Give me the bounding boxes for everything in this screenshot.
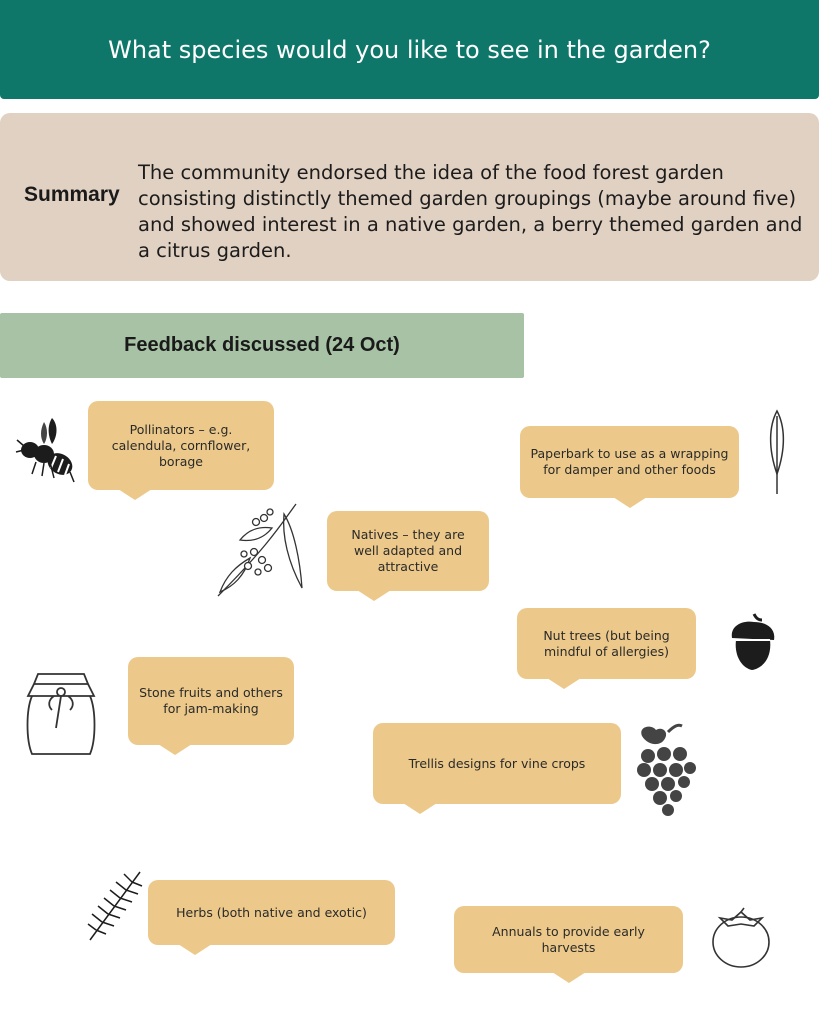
grapes-icon [634, 722, 698, 816]
feedback-bubble-paperbark: Paperbark to use as a wrapping for damper and other foods [520, 426, 739, 498]
feedback-bubble-annuals: Annuals to provide early harvests [454, 906, 683, 973]
tomato-icon [708, 906, 774, 970]
jam-jar-icon [24, 670, 98, 760]
feedback-bubble-pollinators: Pollinators – e.g. calendula, cornflower, borage [88, 401, 274, 490]
leaf-icon [764, 408, 790, 496]
feedback-bubble-stone-fruits: Stone fruits and others for jam-making [128, 657, 294, 745]
feedback-bubble-herbs: Herbs (both native and exotic) [148, 880, 395, 945]
feedback-bubble-nut-trees: Nut trees (but being mindful of allergies) [517, 608, 696, 679]
feedback-heading: Feedback discussed (24 Oct) [0, 313, 524, 378]
rosemary-icon [84, 868, 144, 944]
eucalyptus-icon [214, 500, 308, 598]
page-title: What species would you like to see in the garden? [0, 0, 819, 99]
feedback-bubble-natives: Natives – they are well adapted and attractive [327, 511, 489, 591]
summary-label: Summary [24, 183, 120, 206]
acorn-icon [724, 612, 780, 674]
summary-panel [0, 113, 819, 281]
feedback-bubble-trellis: Trellis designs for vine crops [373, 723, 621, 804]
bee-icon [14, 414, 76, 486]
summary-text: The community endorsed the idea of the food forest garden consisting distinctly themed garden groupings (maybe around five) and showed interest in a native garden, a berry themed garden and a citrus garden. [138, 161, 803, 262]
